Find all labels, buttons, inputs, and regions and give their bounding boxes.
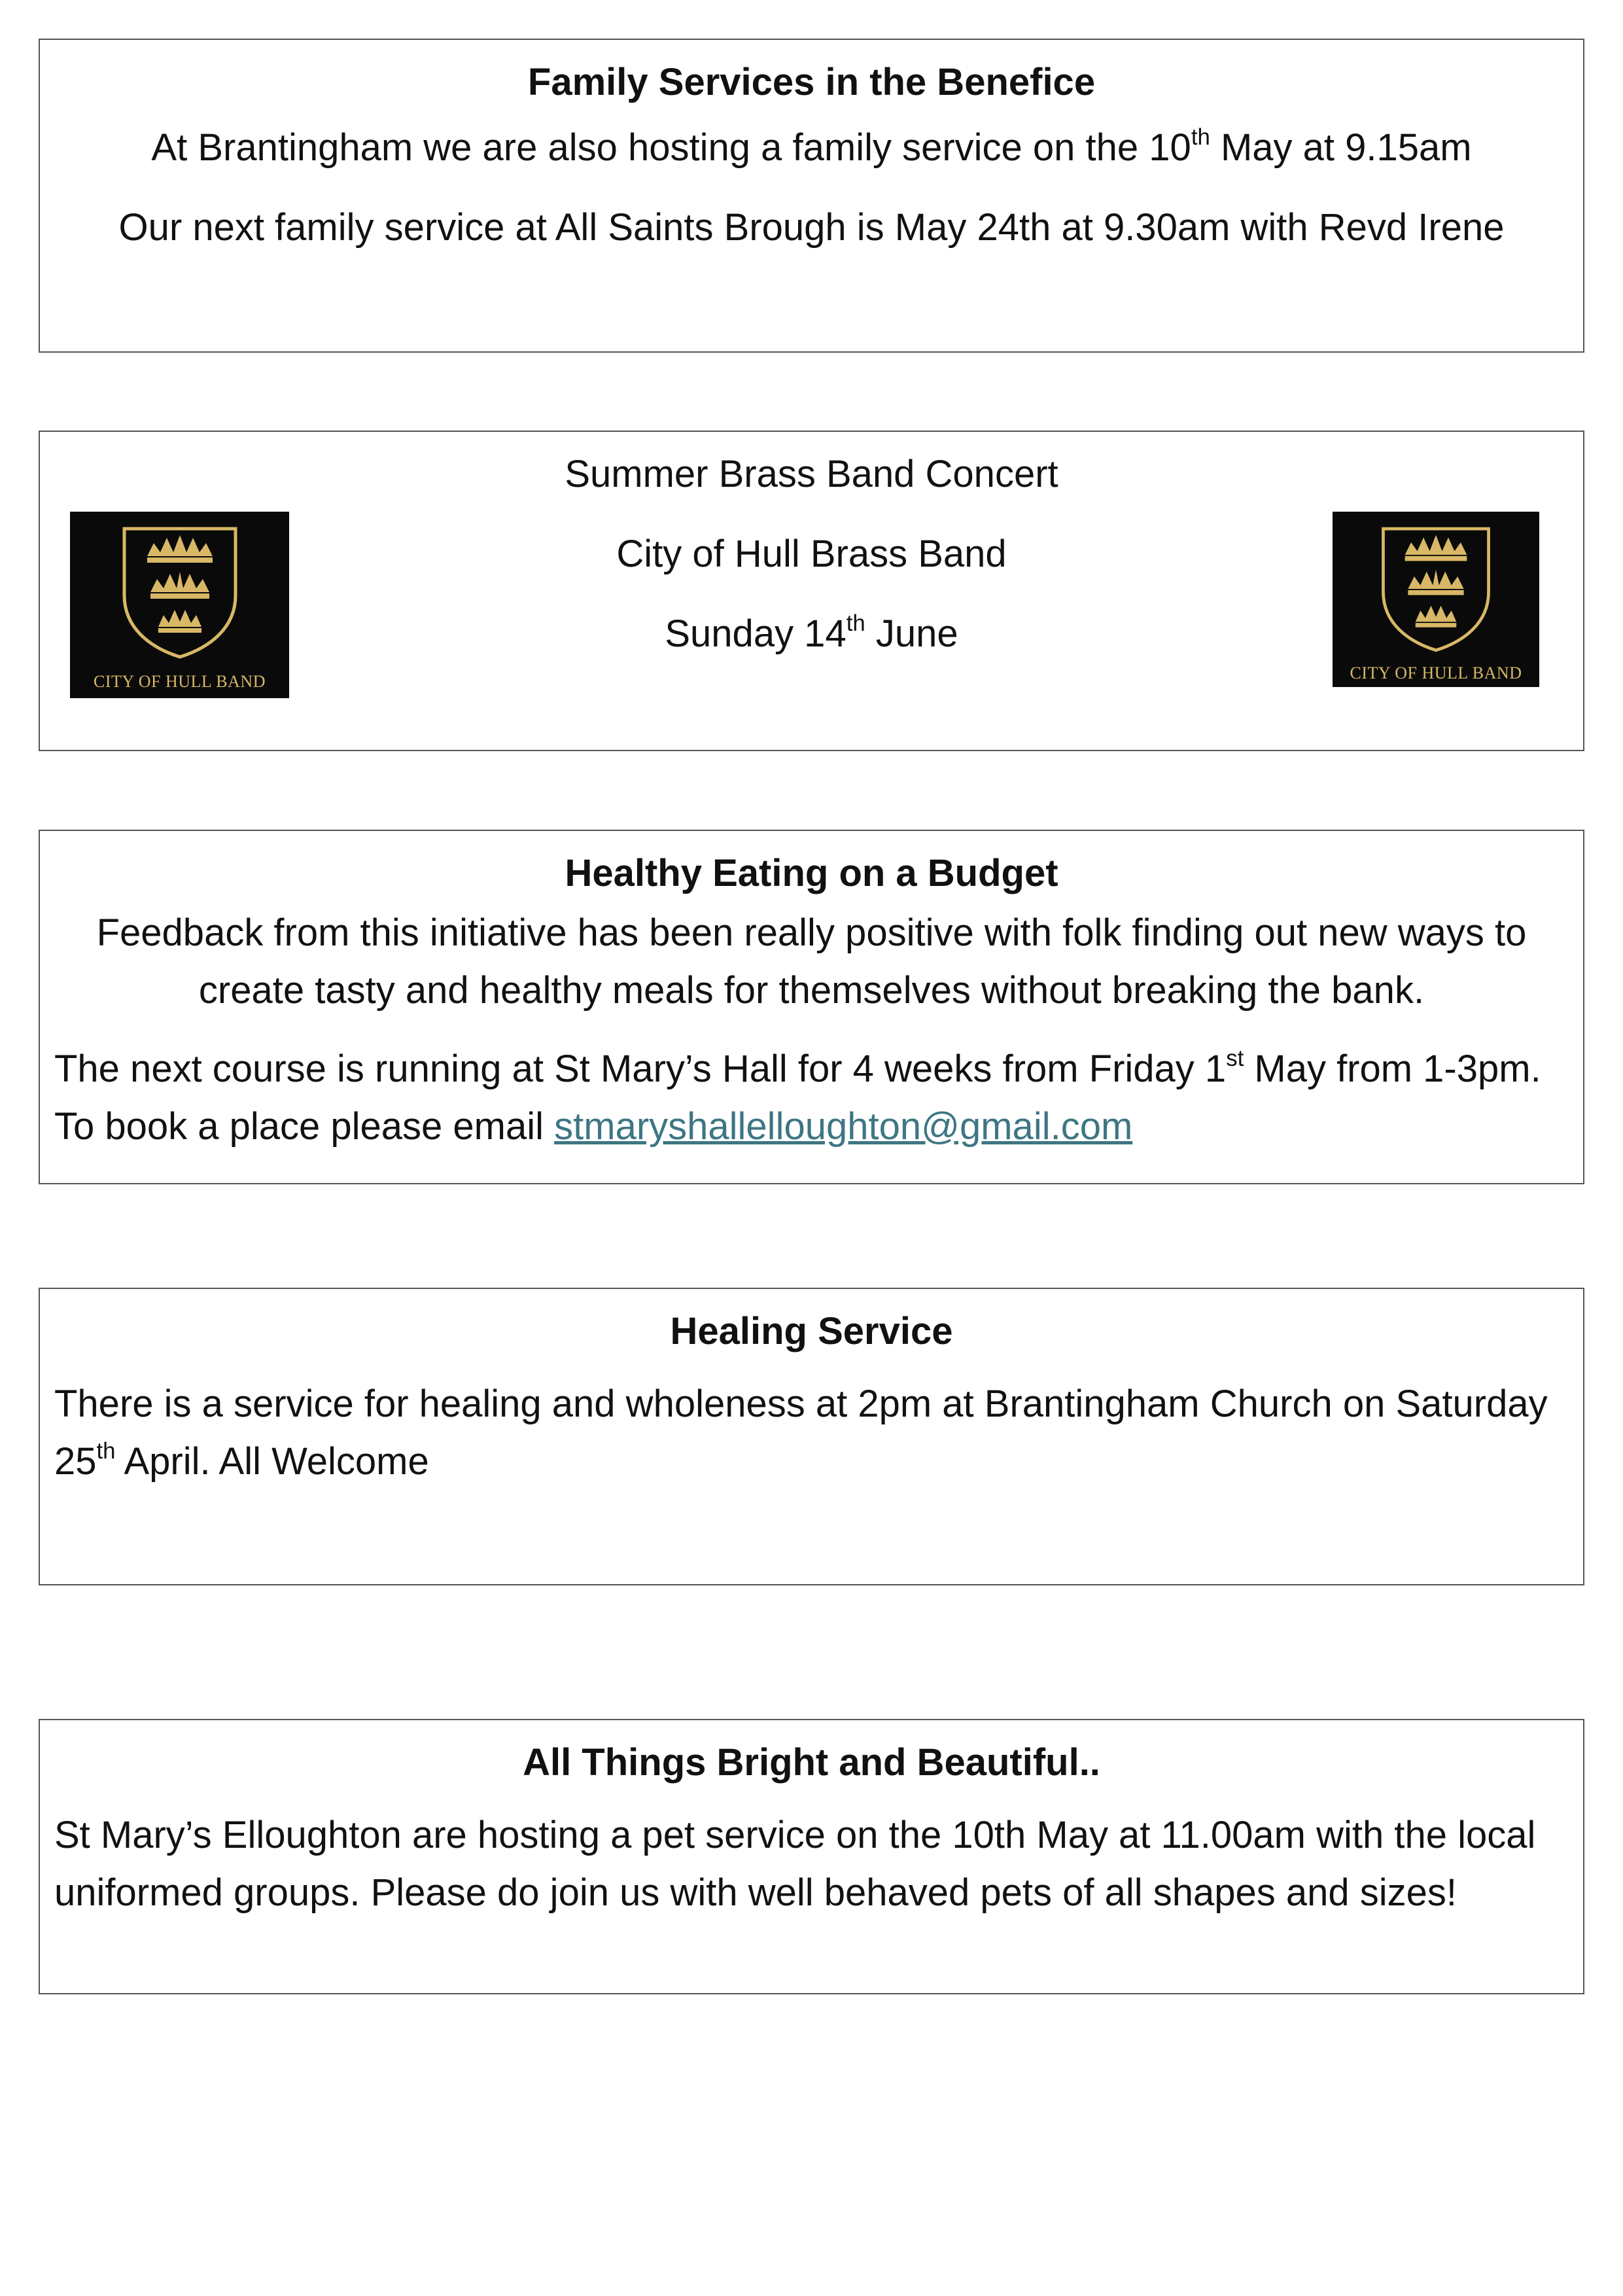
family-services-title: Family Services in the Benefice: [527, 61, 1096, 103]
healing-service-section: [39, 1288, 1584, 1585]
healing-service-text: There is a service for healing and wholeness at 2pm at Brantingham Church on Saturday 25th April. All Welcome: [54, 1383, 1548, 1483]
healthy-eating-title: Healthy Eating on a Budget: [565, 852, 1058, 894]
brass-concert-section: [39, 431, 1584, 751]
three-crowns-shield-icon: [118, 523, 242, 661]
healthy-eating-course-text: The next course is running at St Mary’s Hall for 4 weeks from Friday 1st May from 1-3pm. To book a place please email stmaryshallelloughton@gmail.com: [54, 1045, 1541, 1148]
pet-service-title: All Things Bright and Beautiful..: [523, 1741, 1100, 1784]
brass-concert-date: Sunday 14th June: [665, 610, 958, 655]
hull-band-logo-right: [1333, 512, 1539, 687]
healthy-eating-feedback-text: Feedback from this initiative has been really positive with folk finding out new ways to create tasty and healthy meals for themselves without breaking the bank.: [96, 911, 1527, 1012]
hull-band-logo-text: CITY OF HULL BAND: [94, 672, 266, 691]
brass-band-name: City of Hull Brass Band: [616, 533, 1007, 575]
hull-band-logo-text: CITY OF HULL BAND: [1350, 663, 1522, 682]
brantingham-family-service-text: At Brantingham we are also hosting a family service on the 10th May at 9.15am: [151, 124, 1472, 169]
brass-concert-title: Summer Brass Band Concert: [565, 453, 1058, 495]
brough-family-service-text: Our next family service at All Saints Brough is May 24th at 9.30am with Revd Irene: [118, 206, 1505, 249]
booking-email-link[interactable]: stmaryshallelloughton@gmail.com: [554, 1105, 1133, 1148]
pet-service-section: [39, 1719, 1584, 1994]
pet-service-text: St Mary’s Elloughton are hosting a pet service on the 10th May at 11.00am with the local uniformed groups. Please do join us with well behaved pets of all shapes and sizes!: [54, 1814, 1536, 1914]
three-crowns-shield-icon: [1377, 523, 1495, 654]
healing-service-title: Healing Service: [670, 1310, 953, 1352]
healthy-eating-section: [39, 830, 1584, 1184]
hull-band-logo-left: [70, 512, 289, 698]
family-services-section: [39, 39, 1584, 353]
